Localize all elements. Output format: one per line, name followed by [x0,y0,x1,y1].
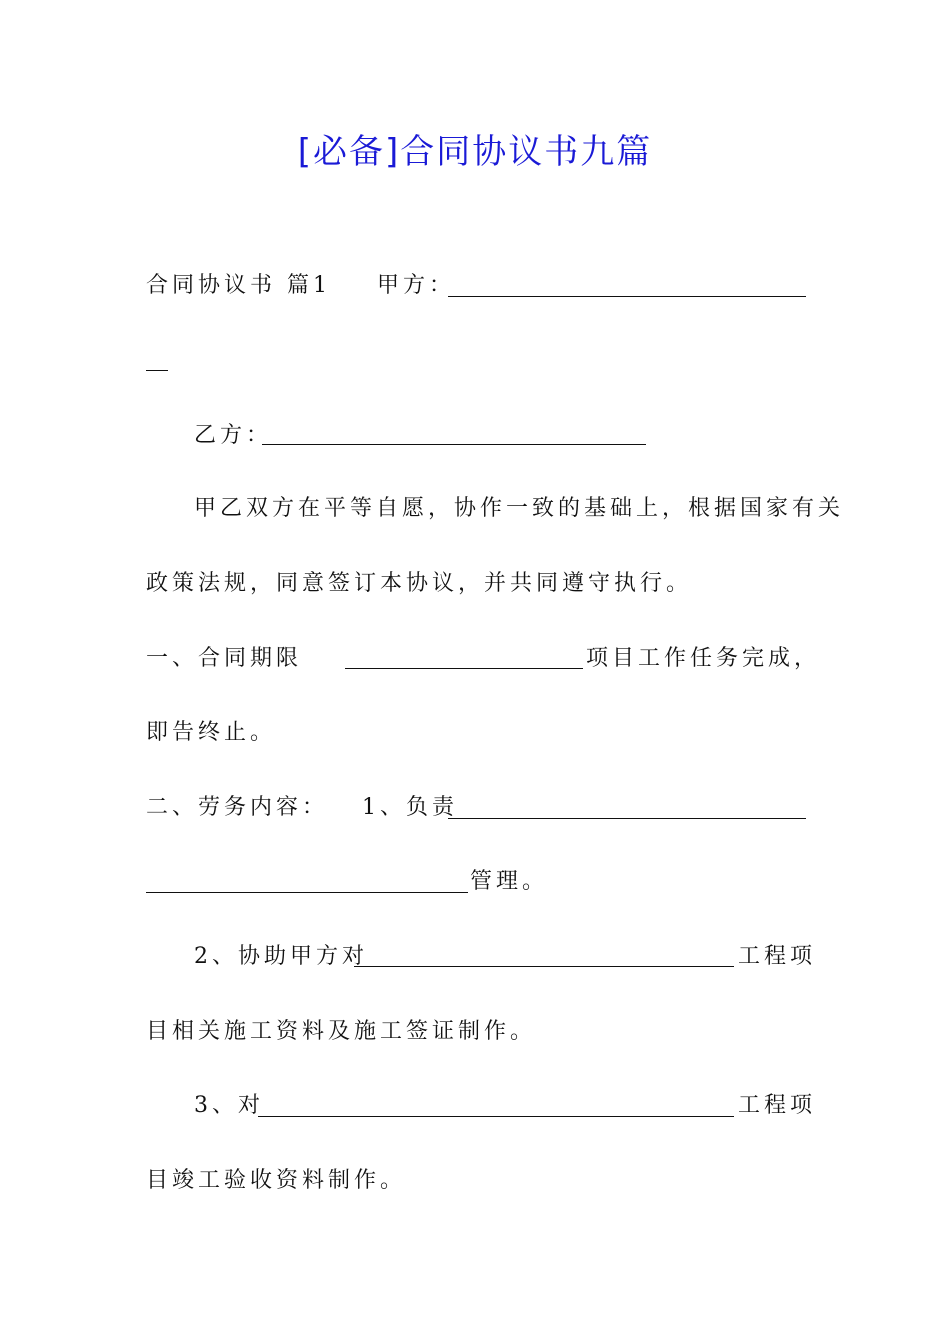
intro-line-2: 政策法规，同意签订本协议，并共同遵守执行。 [146,571,693,596]
party-b-blank [262,422,646,445]
item3-continuation: 目竣工验收资料制作。 [146,1168,407,1193]
item3-prefix: 3、对 [194,1093,264,1118]
section2-label: 二、劳务内容： [146,795,329,820]
item1-prefix: 1、负责 [362,795,458,820]
item2-blank [354,944,734,967]
item1-blank [448,796,806,819]
section1-continuation: 即告终止。 [146,720,277,745]
item1-suffix: 管理。 [470,869,549,894]
section1-suffix: 项目工作任务完成， [586,646,821,671]
item2-continuation: 目相关施工资料及施工签证制作。 [146,1019,537,1044]
term-blank [345,646,583,669]
item2-suffix: 工程项 [738,944,817,969]
party-a-blank-continued [146,348,168,371]
item1-blank-continued [146,870,468,893]
item3-blank [258,1094,734,1117]
document-title: [必备]合同协议书九篇 [297,132,653,172]
intro-line-1: 甲乙双方在平等自愿，协作一致的基础上，根据国家有关 [194,496,845,521]
contract-heading: 合同协议书 篇1 [146,273,331,298]
item2-prefix: 2、协助甲方对 [194,944,368,969]
item3-suffix: 工程项 [738,1093,817,1118]
section1-label: 一、合同期限 [146,646,303,671]
party-a-blank [448,274,806,297]
party-b-label: 乙方： [194,423,273,448]
party-a-label: 甲方： [377,273,456,298]
